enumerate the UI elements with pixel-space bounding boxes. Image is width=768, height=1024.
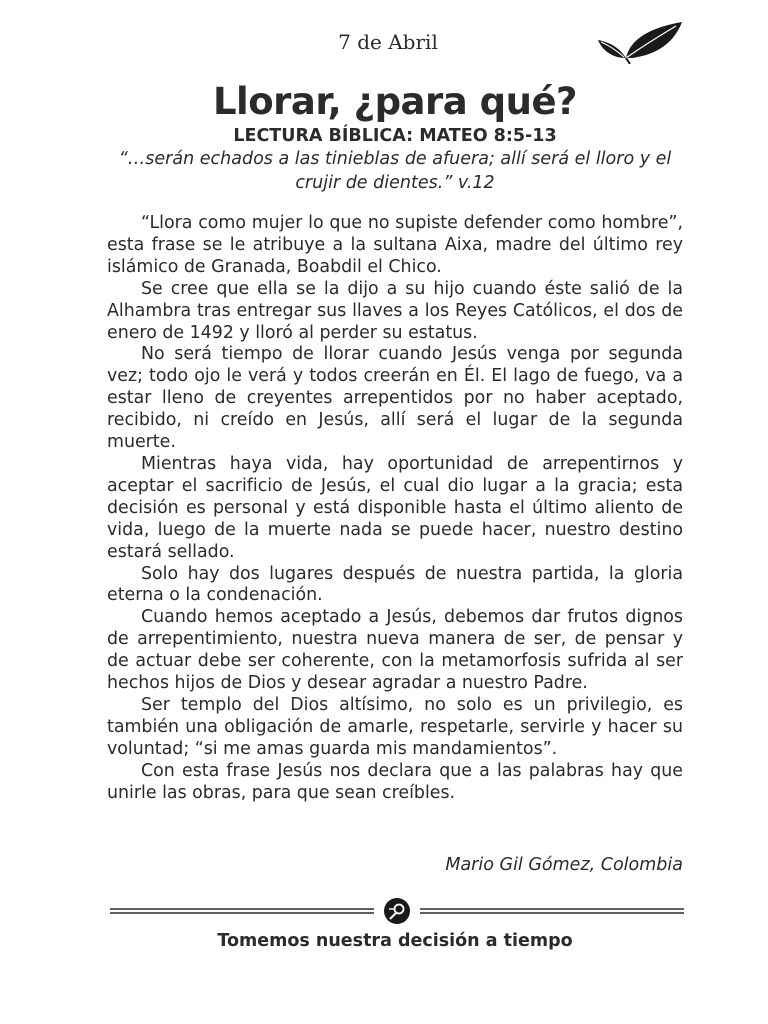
body-paragraph: Mientras haya vida, hay oportunidad de arrepentirnos y aceptar el sacrificio de Jesús, el cual dio lugar a la gracia; esta decisión es personal y está disponible hasta el último aliento de vida, luego de la muerte nada se puede hacer, nuestro destino estará sellado. <box>107 453 683 562</box>
body-paragraph: Ser templo del Dios altísimo, no solo es un privilegio, es también una obligación de amarle, respetarle, servirle y hacer su voluntad; “si me amas guarda mis mandamientos”. <box>107 694 683 759</box>
author-signature: Mario Gil Gómez, Colombia <box>445 855 683 875</box>
body-paragraph: Se cree que ella se la dijo a su hijo cuando éste salió de la Alhambra tras entregar sus llaves a los Reyes Católicos, el dos de enero de 1492 y lloró al perder su estatus. <box>107 278 683 343</box>
page-title: Llorar, ¿para qué? <box>212 80 578 123</box>
page-date: 7 de Abril <box>338 30 438 54</box>
footer-tagline: Tomemos nuestra decisión a tiempo <box>217 931 573 951</box>
body-paragraph: Cuando hemos aceptado a Jesús, debemos dar frutos dignos de arrepentimiento, nuestra nueva manera de ser, de pensar y de actuar debe ser coherente, con la metamorfosis sufrida al ser hechos hijos de Dios y desear agradar a nuestro Padre. <box>107 607 683 694</box>
devotional-body <box>107 213 683 804</box>
footer-divider <box>110 897 684 925</box>
bible-reading-reference: LECTURA BÍBLICA: MATEO 8:5-13 <box>233 126 557 146</box>
key-verse: “…serán echados a las tinieblas de afuera; allí será el lloro y el crujir de dientes.” v.12 <box>118 149 672 193</box>
body-paragraph: Con esta frase Jesús nos declara que a las palabras hay que unirle las obras, para que sean creíbles. <box>107 760 683 803</box>
leaf-icon <box>596 18 686 64</box>
body-paragraph: No será tiempo de llorar cuando Jesús venga por segunda vez; todo ojo le verá y todos creerán en Él. El lago de fuego, va a estar lleno de creyentes arrepentidos por no haber aceptado, recibido, ni creído en Jesús, allí será el lugar de la segunda muerte. <box>107 344 683 453</box>
emblem-icon <box>384 898 410 924</box>
body-paragraph: Solo hay dos lugares después de nuestra partida, la gloria eterna o la condenación. <box>107 563 683 606</box>
body-paragraph: “Llora como mujer lo que no supiste defender como hombre”, esta frase se le atribuye a la sultana Aixa, madre del último rey islámico de Granada, Boabdil el Chico. <box>107 213 683 277</box>
